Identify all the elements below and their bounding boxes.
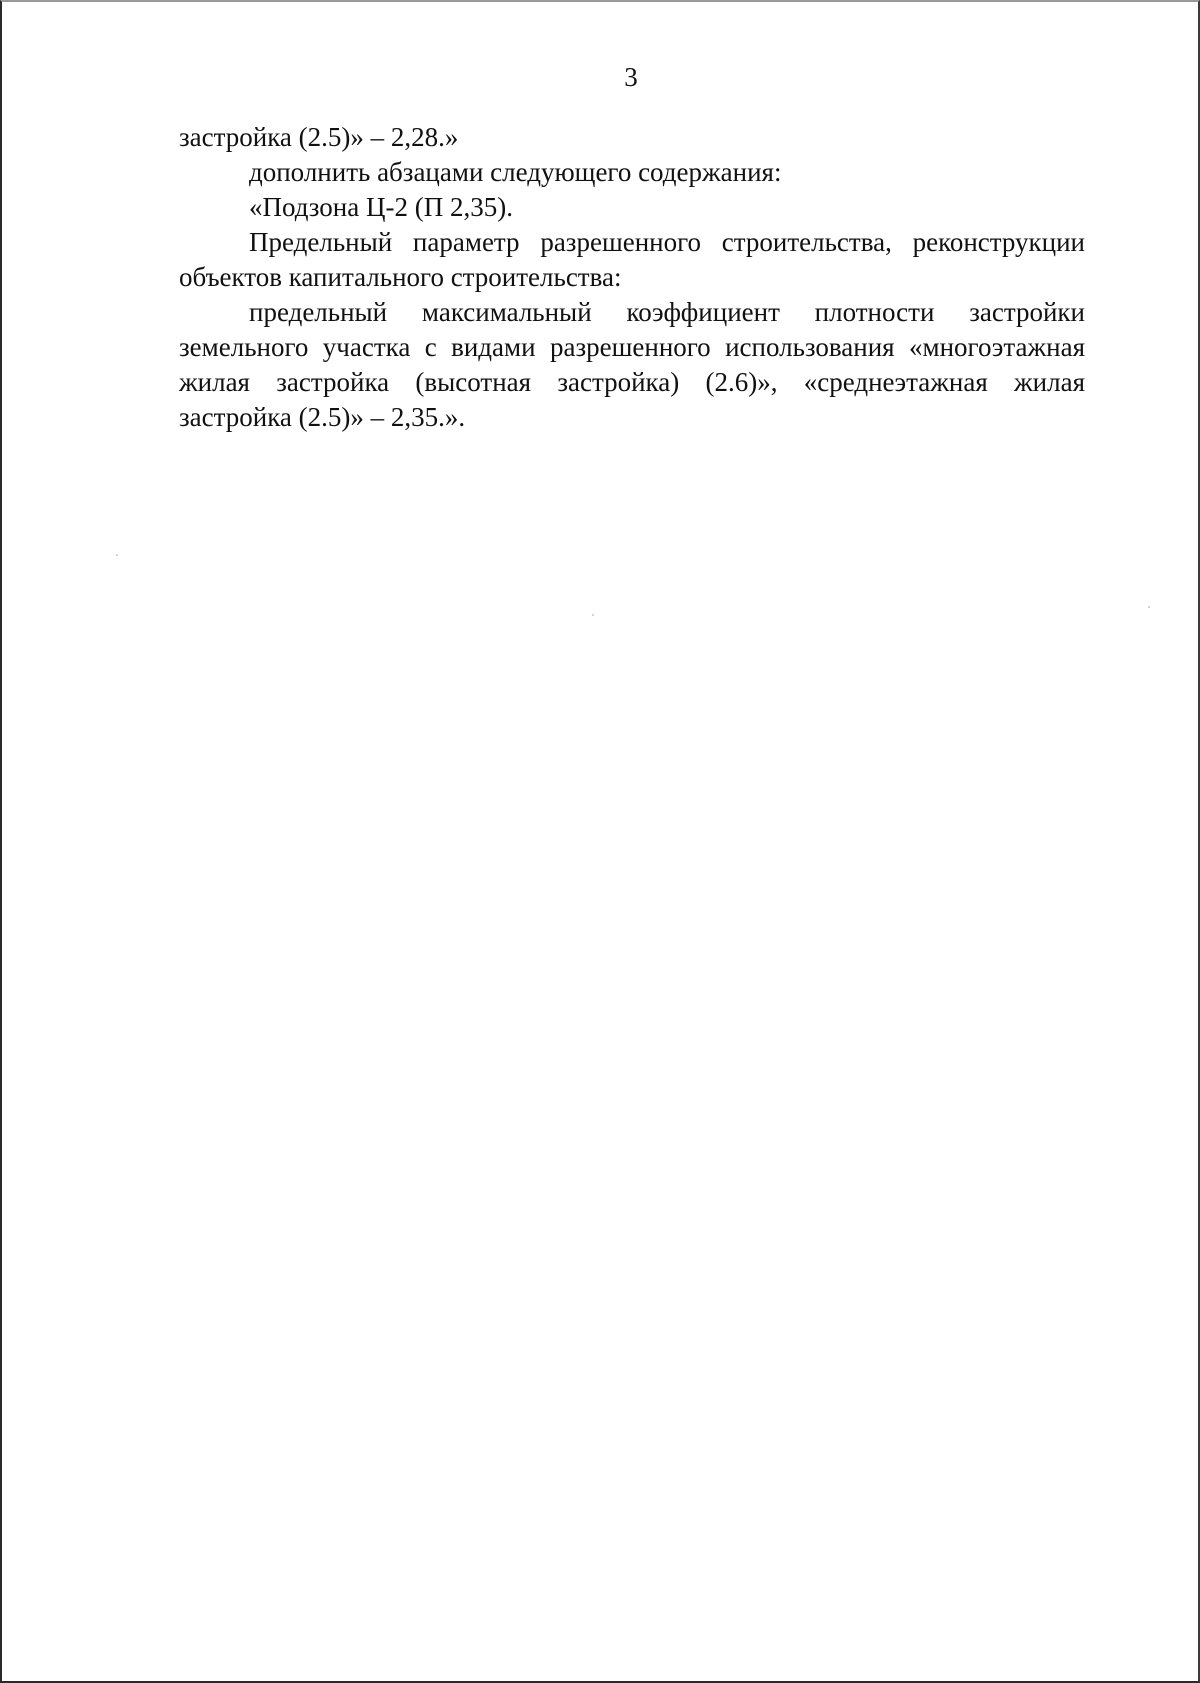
scan-speck [1148, 606, 1150, 608]
scan-speck [116, 554, 118, 556]
document-body [179, 120, 1085, 435]
limit-parameter-text: Предельный параметр разрешенного строительства, реконструкции объектов капитального строительства: [179, 227, 1085, 292]
density-coefficient-paragraph [179, 295, 1085, 435]
amendment-instruction: дополнить абзацами следующего содержания: [249, 157, 782, 187]
page-number: 3 [624, 62, 638, 92]
continuation-line: застройка (2.5)» – 2,28.» [179, 122, 459, 152]
density-coefficient-text: предельный максимальный коэффициент плотности застройки земельного участка с видами разрешенного использования «многоэтажная жилая застройка (высотная застройка) (2.6)», «среднеэтажная жилая застройка (2.5)» – 2,35.». [179, 297, 1085, 432]
limit-parameter-paragraph [179, 225, 1085, 295]
subzone-heading: «Подзона Ц-2 (П 2,35). [249, 192, 513, 222]
scan-speck [592, 614, 594, 616]
